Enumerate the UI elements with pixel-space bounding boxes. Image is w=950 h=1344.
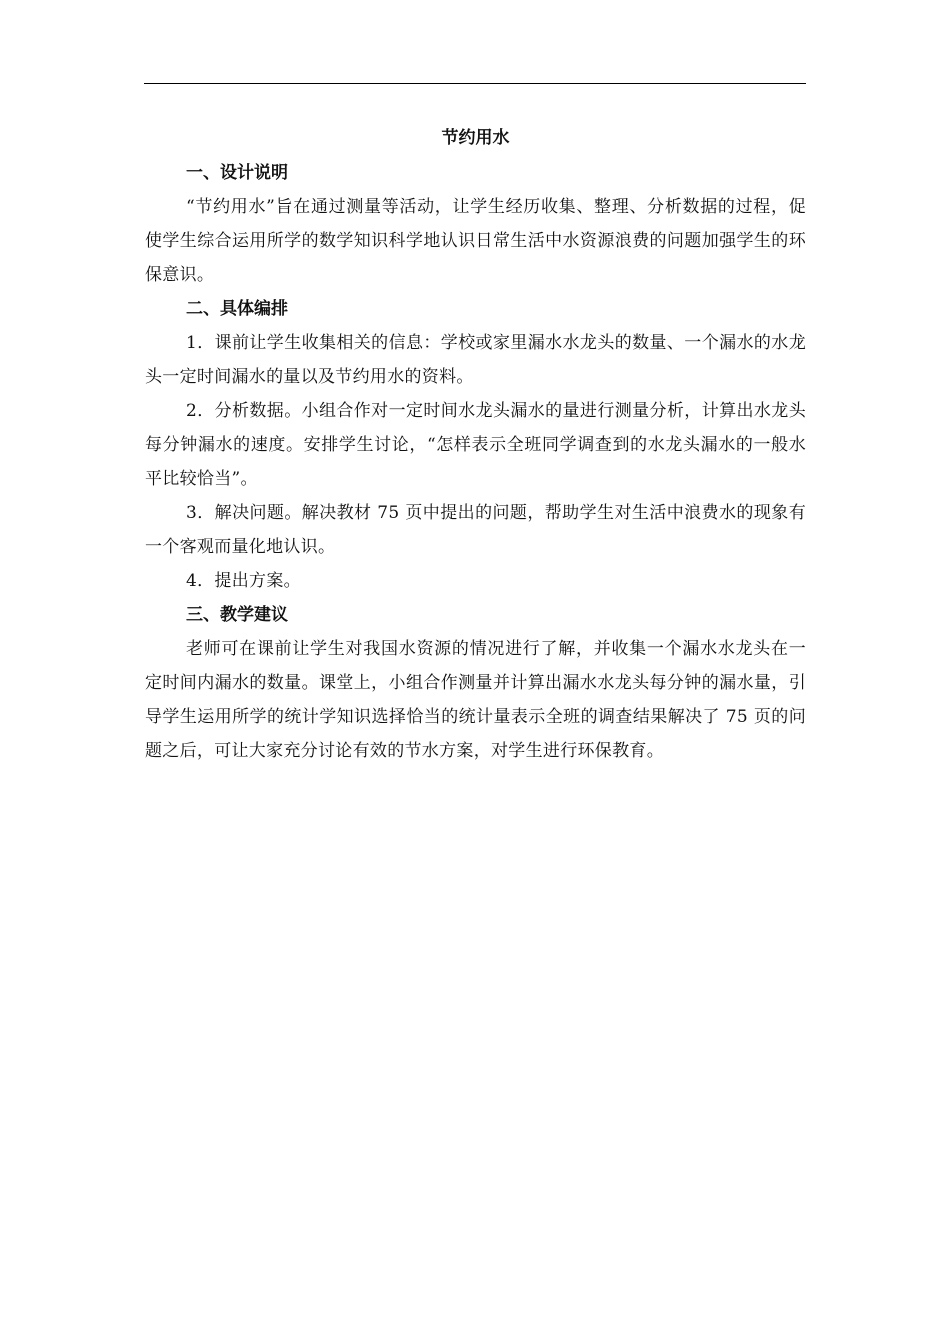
paragraph-arrangement-4: 4．提出方案。 [186, 571, 301, 591]
header-rule [144, 83, 806, 84]
section-heading-arrangement: 二、具体编排 [186, 299, 288, 319]
paragraph-teaching-suggestions: 老师可在课前让学生对我国水资源的情况进行了解，并收集一个漏水水龙头在一定时间内漏水的数量。课堂上，小组合作测量并计算出漏水水龙头每分钟的漏水量，引导学生运用所学的统计学知识选择恰当的统计量表示全班的调查结果解决了 75 页的问题之后，可让大家充分讨论有效的节水方案，对学生进行环保教育。 [145, 639, 806, 761]
paragraph-arrangement-1: 1．课前让学生收集相关的信息：学校或家里漏水水龙头的数量、一个漏水的水龙头一定时间漏水的量以及节约用水的资料。 [145, 333, 806, 387]
section-heading-design-notes: 一、设计说明 [186, 163, 288, 183]
document-title: 节约用水 [441, 128, 510, 148]
paragraph-arrangement-3: 3．解决问题。解决教材 75 页中提出的问题，帮助学生对生活中浪费水的现象有一个客观而量化地认识。 [145, 503, 806, 557]
paragraph-arrangement-2: 2．分析数据。小组合作对一定时间水龙头漏水的量进行测量分析，计算出水龙头每分钟漏水的速度。安排学生讨论，“怎样表示全班同学调查到的水龙头漏水的一般水平比较恰当”。 [145, 401, 806, 489]
document-body [145, 120, 806, 768]
section-heading-teaching-suggestions: 三、教学建议 [186, 605, 288, 625]
paragraph-design-notes: “节约用水”旨在通过测量等活动，让学生经历收集、整理、分析数据的过程，促使学生综合运用所学的数学知识科学地认识日常生活中水资源浪费的问题加强学生的环保意识。 [145, 197, 806, 285]
